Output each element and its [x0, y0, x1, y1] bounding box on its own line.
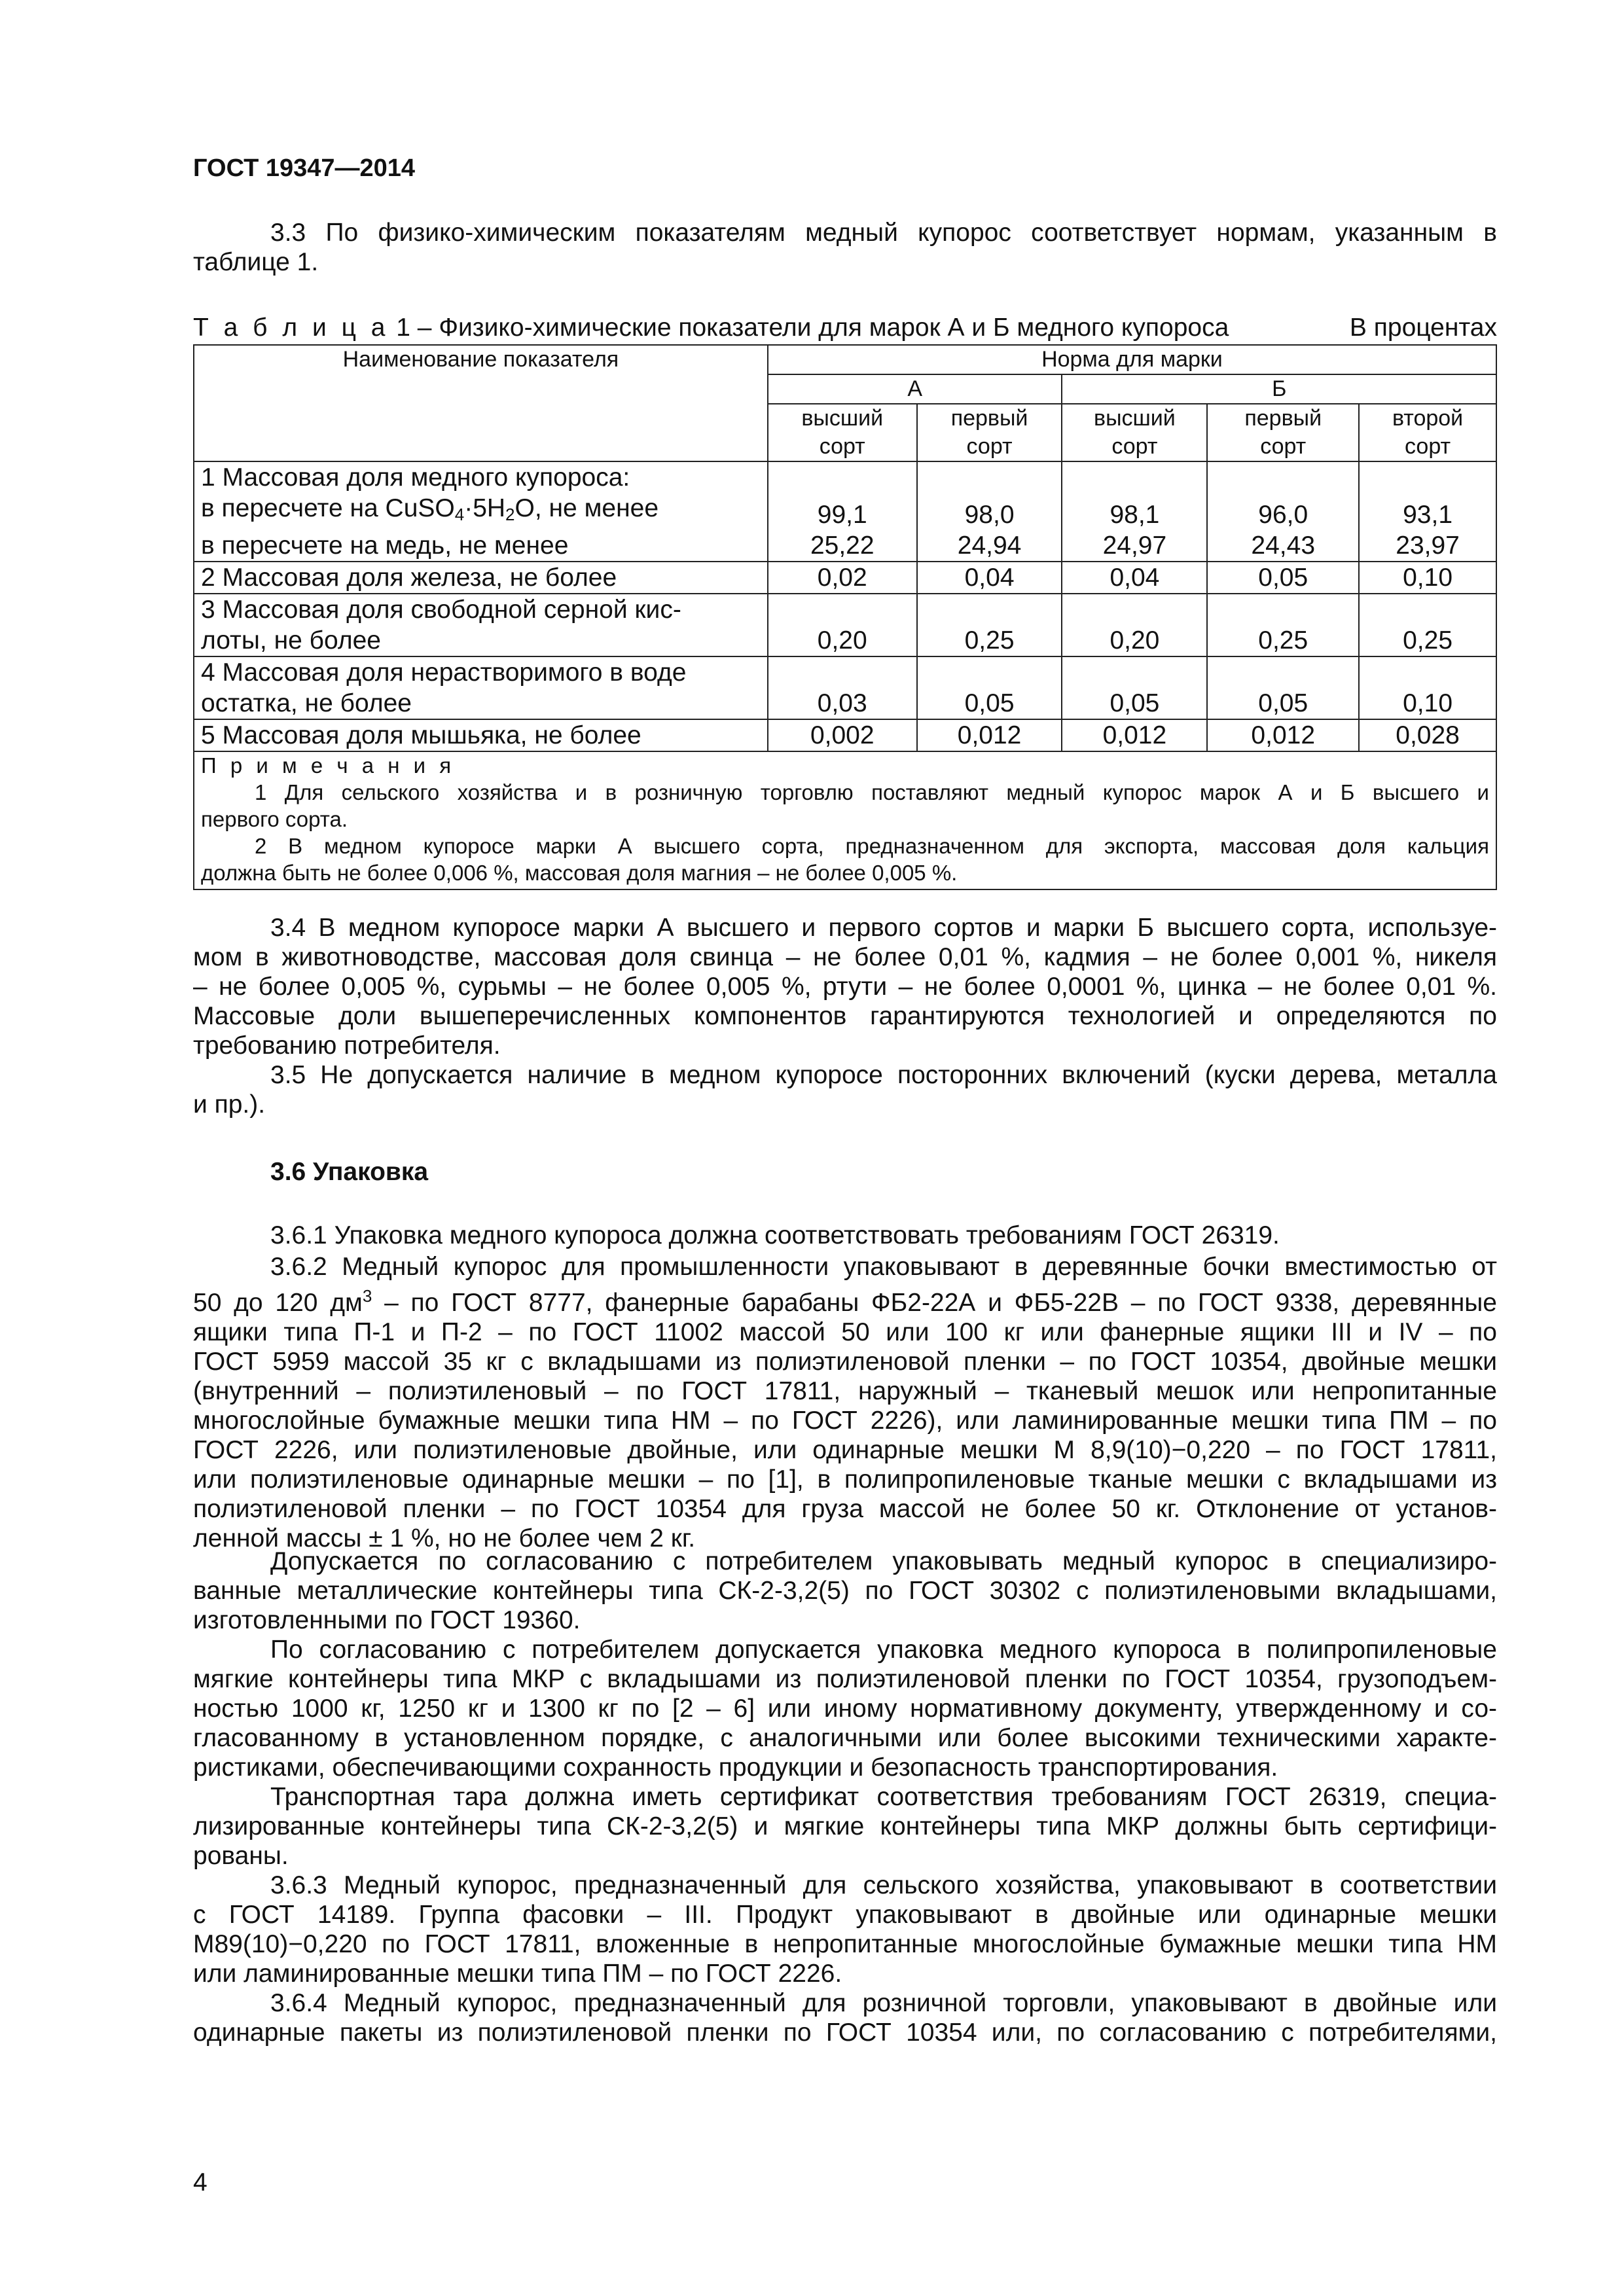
paragraph-3-6-4: 3.6.4 Медный купорос, предназначенный для розничной торговли, упаковывают в двойные или одинарные пакеты из полиэтиленовой пленки по ГОСТ 10354 или, по согласованию с потребителями, [193, 1989, 1497, 2047]
table-cell: 0,002 [768, 719, 917, 751]
paragraph-3-4: 3.4 В медном купоросе марки А высшего и первого сортов и марки Б высшего сорта, используе- мом в животноводстве, массовая доля свинца – не более 0,01 %, кадмия – не более 0,001 %, никеля – не более 0,005 %, сурьмы – не более 0,005 %, ртути – не более 0,0001 %, цинка – не более 0,01 %. Массовые доли вышеперечисленных компонентов гарантируются технологией и определяются по требованию потребителя. [193, 914, 1497, 1060]
document-header: ГОСТ 19347—2014 [193, 154, 416, 182]
header-indicator-name: Наименование показателя [194, 345, 768, 461]
table-cell: 0,04 [1062, 562, 1207, 594]
row-label: 1 Массовая доля медного купороса: в пересчете на $CuSO_4\cdot 5H_2O$, не менее в пересчете на медь, не менее [194, 461, 768, 562]
header-sort: первый сорт [917, 404, 1062, 461]
table-unit: В процентах [1349, 314, 1497, 342]
paragraph-3-5: 3.5 Не допускается наличие в медном купоросе посторонних включений (куски дерева, металла и пр.). [193, 1061, 1497, 1119]
table-cell: 0,03 [768, 656, 917, 719]
paragraph-mkr: По согласованию с потребителем допускается упаковка медного купороса в полипропиленовые мягкие контейнеры типа МКР с вкладышами из полиэтиленовой пленки по ГОСТ 10354, грузоподъем- ностью 1000 кг, 1250 кг и 1300 кг по [2 – 6] или иному нормативному документу, утвержденному и со- гласованному в установленном порядке, с аналогичными или более высокими техническими характе- ристиками, обеспечивающими сохранность продукции и безопасность транспортирования. [193, 1636, 1497, 1782]
table-cell: 0,05 [1062, 656, 1207, 719]
table-cell: 0,05 [1207, 562, 1359, 594]
header-sort: второй сорт [1359, 404, 1496, 461]
row-label: 3 Массовая доля свободной серной кис- лоты, не более [194, 594, 768, 656]
table-cell: 93,1 23,97 [1359, 461, 1496, 562]
table-cell: 99,1 25,22 [768, 461, 917, 562]
table-cell: 0,20 [1062, 594, 1207, 656]
section-title: 3.6 Упаковка [270, 1158, 429, 1186]
paragraph-3-6-3: 3.6.3 Медный купорос, предназначенный для сельского хозяйства, упаковывают в соответствии с ГОСТ 14189. Группа фасовки – III. Продукт упаковывают в двойные или одинарные мешки М89(10)−0,220 по ГОСТ 17811, вложенные в непропитанные многослойные бумажные мешки типа НМ или ламинированные мешки типа ПМ – по ГОСТ 2226. [193, 1871, 1497, 1988]
paragraph-transport: Транспортная тара должна иметь сертификат соответствия требованиям ГОСТ 26319, специа- лизированные контейнеры типа СК-2-3,2(5) и мягкие контейнеры типа МКР должны быть сертифици- рованы. [193, 1783, 1497, 1870]
table-caption-prefix: Т а б л и ц а [193, 314, 389, 342]
table-caption [193, 313, 1497, 342]
table-notes-row [194, 751, 1496, 889]
table-cell: 0,04 [917, 562, 1062, 594]
paragraph-3-3: 3.3 По физико-химическим показателям медный купорос соответствует нормам, указанным в таблице 1. [193, 219, 1497, 276]
table-cell: 0,05 [917, 656, 1062, 719]
page-number: 4 [193, 2168, 208, 2197]
row-label: 5 Массовая доля мышьяка, не более [194, 719, 768, 751]
table-cell: 0,012 [1207, 719, 1359, 751]
table-cell: 0,02 [768, 562, 917, 594]
notes-title: П р и м е ч а н и я [201, 753, 456, 778]
table-cell: 96,0 24,43 [1207, 461, 1359, 562]
table-cell: 0,25 [1359, 594, 1496, 656]
header-sort: первый сорт [1207, 404, 1359, 461]
header-norm: Норма для марки [768, 345, 1496, 374]
table-cell: 0,25 [917, 594, 1062, 656]
table-cell: 0,10 [1359, 562, 1496, 594]
paragraph-3-6-2: 3.6.2 Медный купорос для промышленности упаковывают в деревянные бочки вместимостью от 50 до 120 $дм^3$ – по ГОСТ 8777, фанерные барабаны ФБ2-22А и ФБ5-22В – по ГОСТ 9338, деревянные ящики типа П-1 и П-2 – по ГОСТ 11002 массой 50 или 100 кг или фанерные ящики III и IV – по ГОСТ 5959 массой 35 кг с вкладышами из полиэтиленовой пленки – по ГОСТ 10354, двойные мешки (внутренний – полиэтиленовый – по ГОСТ 17811, наружный – тканевый мешок или непропитанные многослойные бумажные мешки типа НМ – по ГОСТ 2226), или ламинированные мешки типа ПМ – по ГОСТ 2226, или полиэтиленовые двойные, или одинарные мешки М 8,9(10)−0,220 – по ГОСТ 17811, или полиэтиленовые одинарные мешки – по [1], в полипропиленовые тканые мешки с вкладышами из полиэтиленовой пленки – по ГОСТ 10354 для груза массой не более 50 кг. Отклонение от установ- ленной массы ± 1 %, но не более чем 2 кг. [193, 1253, 1497, 1552]
header-sort: высший сорт [1062, 404, 1207, 461]
table-cell: 98,1 24,97 [1062, 461, 1207, 562]
paragraph-containers: Допускается по согласованию с потребителем упаковывать медный купорос в специализиро- ванные металлические контейнеры типа СК-2-3,2(5) по ГОСТ 30302 с полиэтиленовыми вкладышами, изготовленными по ГОСТ 19360. [193, 1547, 1497, 1634]
table-row [194, 461, 1496, 562]
table-notes: П р и м е ч а н и я 1 Для сельского хозяйства и в розничную торговлю поставляют медный купорос марок А и Б высшего и первого сорта. 2 В медном купоросе марки А высшего сорта, предназначенном для экспорта, массовая доля кальция должна быть не более 0,006 %, массовая доля магния – не более 0,005 %. [194, 751, 1496, 889]
table-cell: 0,20 [768, 594, 917, 656]
row-label: 2 Массовая доля железа, не более [194, 562, 768, 594]
indicators-table [193, 344, 1497, 890]
table-caption-text: 1 – Физико-химические показатели для марок А и Б медного купороса [389, 314, 1229, 342]
note-2: 2 В медном купоросе марки А высшего сорта, предназначенном для экспорта, массовая доля кальция [255, 834, 1489, 858]
table-cell: 0,028 [1359, 719, 1496, 751]
table-cell: 0,25 [1207, 594, 1359, 656]
table-cell: 0,05 [1207, 656, 1359, 719]
table-cell: 0,10 [1359, 656, 1496, 719]
header-grade-a: А [768, 374, 1062, 404]
table-cell: 0,012 [1062, 719, 1207, 751]
row-label: 4 Массовая доля нерастворимого в воде остатка, не более [194, 656, 768, 719]
table-header-row [194, 345, 1496, 374]
table-cell: 98,0 24,94 [917, 461, 1062, 562]
table-cell: 0,012 [917, 719, 1062, 751]
note-1: 1 Для сельского хозяйства и в розничную торговлю поставляют медный купорос марок А и Б высшего и [255, 780, 1489, 804]
paragraph-3-6-1: 3.6.1 Упаковка медного купороса должна соответствовать требованиям ГОСТ 26319. [270, 1221, 1280, 1249]
table-row [194, 719, 1496, 751]
table-row [194, 594, 1496, 656]
table-row [194, 562, 1496, 594]
header-grade-b: Б [1062, 374, 1496, 404]
header-sort: высший сорт [768, 404, 917, 461]
table-row [194, 656, 1496, 719]
